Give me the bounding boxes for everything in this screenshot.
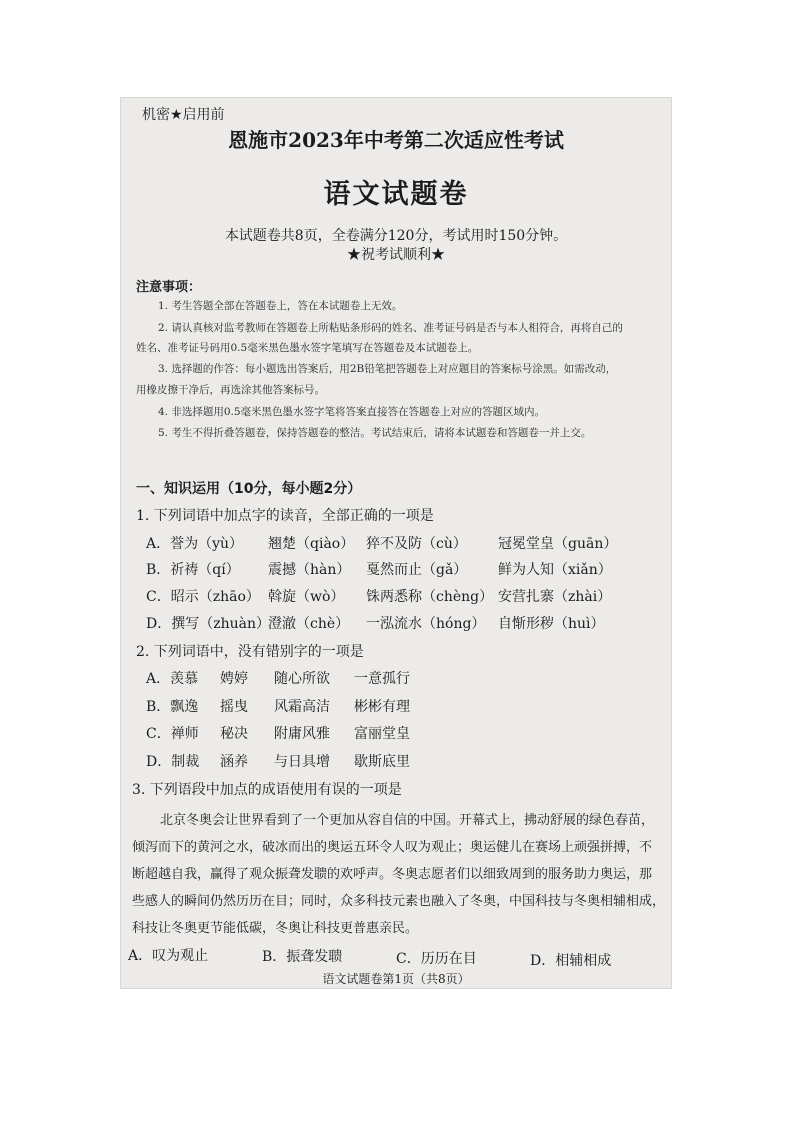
q2-option-a-word3: 随心所欲 <box>274 671 330 687</box>
q1-option-c-word1: C．昭示（zhāo） <box>146 589 260 605</box>
good-luck-line: ★祝考试顺利★ <box>347 247 445 263</box>
q2-option-c-word4: 富丽堂皇 <box>354 726 410 742</box>
q1-option-d-word4: 自惭形秽（huì） <box>498 616 605 632</box>
confidential-label: 机密★启用前 <box>142 107 225 123</box>
q1-option-c-word2: 斡旋（wò） <box>268 589 345 605</box>
q3-option-d: D．相辅相成 <box>530 953 612 969</box>
q1-option-b-word3: 戛然而止（gǎ） <box>366 562 468 578</box>
q1-option-a-word1: A．誉为（yù） <box>146 536 244 552</box>
q2-option-c-word1: C．禅师 <box>146 726 199 742</box>
notice-line: 4. 非选择题用0.5毫米黑色墨水签字笔将答案直接答在答题卷上对应的答题区域内。 <box>158 406 546 418</box>
paper-subject-title: 语文试题卷 <box>323 179 469 210</box>
q1-option-a-word4: 冠冕堂皇（guān） <box>498 536 618 552</box>
q1-option-c-word3: 铢两悉称（chèng） <box>366 589 494 605</box>
exam-title: 恩施市2023年中考第二次适应性考试 <box>228 128 564 152</box>
passage-line: 倾泻而下的黄河之水，破冰而出的奥运五环令人叹为观止；奥运健儿在赛场上顽强拼搏，不 <box>132 840 653 855</box>
notice-line: 用橡皮擦干净后，再选涂其他答案标号。 <box>136 384 325 396</box>
page-footer: 语文试题卷第1页（共8页） <box>322 972 470 986</box>
notice-line: 姓名、准考证号码用0.5毫米黑色墨水签字笔填写在答题卷及本试题卷上。 <box>136 342 479 354</box>
q1-option-a-word3: 猝不及防（cù） <box>366 536 467 552</box>
q2-option-c-word3: 附庸风雅 <box>274 726 330 742</box>
q1-option-a-word2: 翘楚（qiào） <box>268 536 355 552</box>
q2-option-b-word2: 摇曳 <box>220 699 248 715</box>
exam-info: 本试题卷共8页，全卷满分120分，考试用时150分钟。 <box>224 228 568 244</box>
q3-option-c: C．历历在目 <box>396 951 477 967</box>
q2-option-b-word1: B．飘逸 <box>146 699 199 715</box>
passage-line: 科技让冬奥更节能低碳，冬奥让科技更普惠亲民。 <box>132 921 419 936</box>
notice-line: 1. 考生答题全部在答题卷上，答在本试题卷上无效。 <box>158 300 403 312</box>
q2-option-a-word4: 一意孤行 <box>354 671 410 687</box>
q2-option-a-word2: 娉婷 <box>220 671 248 687</box>
section-heading: 一、知识运用（10分，每小题2分） <box>136 481 362 497</box>
exam-paper-page <box>120 97 672 989</box>
q1-option-d-word3: 一泓流水（hóng） <box>366 616 486 632</box>
passage-line: 些感人的瞬间仍然历历在目；同时，众多科技元素也融入了冬奥，中国科技与冬奥相辅相成， <box>132 894 666 909</box>
q2-option-a-word1: A．羡慕 <box>146 671 199 687</box>
notice-line: 3. 选择题的作答：每小题选出答案后，用2B铅笔把答题卷上对应题目的答案标号涂黑。如需改动， <box>158 363 617 375</box>
q1-option-d-word1: D．撰写（zhuàn） <box>146 616 270 632</box>
notice-line: 2. 请认真核对监考教师在答题卷上所粘贴条形码的姓名、准考证号码是否与本人相符合，再将自己的 <box>158 322 623 334</box>
q2-option-b-word3: 风霜高洁 <box>274 699 330 715</box>
q2-option-d-word4: 歇斯底里 <box>354 754 410 770</box>
passage-line: 北京冬奥会让世界看到了一个更加从容自信的中国。开幕式上，拂动舒展的绿色春苗， <box>160 813 655 828</box>
q3-option-b: B．振聋发聩 <box>262 949 343 965</box>
q2-option-d-word2: 涵养 <box>220 754 248 770</box>
q1-option-d-word2: 澄澈（chè） <box>268 616 350 632</box>
q2-option-b-word4: 彬彬有理 <box>354 699 410 715</box>
question-3-stem: 3. 下列语段中加点的成语使用有误的一项是 <box>132 782 402 798</box>
q2-option-d-word1: D．制裁 <box>146 754 200 770</box>
q1-option-b-word2: 震撼（hàn） <box>268 562 351 578</box>
q2-option-c-word2: 秘决 <box>220 726 248 742</box>
q1-option-b-word1: B．祈祷（qí） <box>146 562 240 578</box>
notice-line: 5. 考生不得折叠答题卷，保持答题卷的整洁。考试结束后，请将本试题卷和答题卷一并上交。 <box>158 427 592 439</box>
q2-option-d-word3: 与日具增 <box>274 754 330 770</box>
q1-option-c-word4: 安营扎寨（zhài） <box>498 589 612 605</box>
question-2-stem: 2. 下列词语中，没有错别字的一项是 <box>136 644 364 660</box>
q3-option-a: A．叹为观止 <box>128 948 209 964</box>
notice-heading: 注意事项： <box>136 280 202 295</box>
question-1-stem: 1. 下列词语中加点字的读音，全部正确的一项是 <box>136 508 434 524</box>
q1-option-b-word4: 鲜为人知（xiǎn） <box>498 562 612 578</box>
passage-line: 断超越自我，赢得了观众振聋发聩的欢呼声。冬奥志愿者们以细致周到的服务助力奥运，那 <box>132 867 653 882</box>
